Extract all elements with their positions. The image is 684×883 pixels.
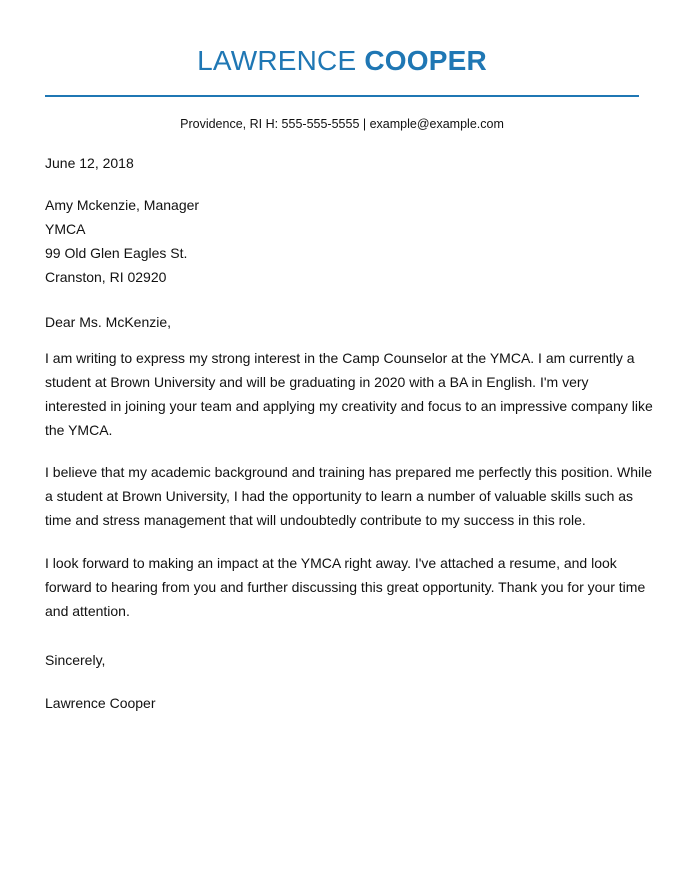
closing: Sincerely, bbox=[45, 652, 106, 668]
last-name: COOPER bbox=[364, 45, 487, 76]
paragraph-line: student at Brown University and will be graduating in 2020 with a BA in English. I'm very bbox=[45, 374, 589, 390]
salutation: Dear Ms. McKenzie, bbox=[45, 314, 172, 330]
recipient-organization: YMCA bbox=[45, 221, 86, 237]
contact-info: Providence, RI H: 555-555-5555 | example@example.com bbox=[180, 117, 504, 131]
recipient-address bbox=[45, 193, 645, 289]
header-divider bbox=[45, 95, 639, 97]
recipient-city-state-zip: Cranston, RI 02920 bbox=[45, 269, 167, 285]
recipient-name-title: Amy Mckenzie, Manager bbox=[45, 197, 200, 213]
first-name: LAWRENCE bbox=[197, 45, 357, 76]
paragraph-line: interested in joining your team and applying my creativity and focus to an impressive company like bbox=[45, 398, 653, 414]
paragraph-line: I am writing to express my strong interest in the Camp Counselor at the YMCA. I am currently a bbox=[45, 350, 635, 366]
body-paragraph-1 bbox=[45, 346, 653, 442]
paragraph-line: forward to hearing from you and further discussing this great opportunity. Thank you for your time bbox=[45, 579, 646, 595]
paragraph-line: I believe that my academic background and training has prepared me perfectly this position. While bbox=[45, 464, 652, 480]
paragraph-line: the YMCA. bbox=[45, 422, 113, 438]
paragraph-line: I look forward to making an impact at the YMCA right away. I've attached a resume, and look bbox=[45, 555, 617, 571]
paragraph-line: time and stress management that will undoubtedly contribute to my success in this role. bbox=[45, 512, 586, 528]
applicant-name bbox=[0, 44, 684, 78]
body-paragraph-3 bbox=[45, 551, 645, 623]
signature-name: Lawrence Cooper bbox=[45, 695, 156, 711]
paragraph-line: and attention. bbox=[45, 603, 130, 619]
letter-date: June 12, 2018 bbox=[45, 155, 134, 171]
recipient-street: 99 Old Glen Eagles St. bbox=[45, 245, 188, 261]
paragraph-line: a student at Brown University, I had the opportunity to learn a number of valuable skills such as bbox=[45, 488, 634, 504]
body-paragraph-2 bbox=[45, 460, 652, 532]
